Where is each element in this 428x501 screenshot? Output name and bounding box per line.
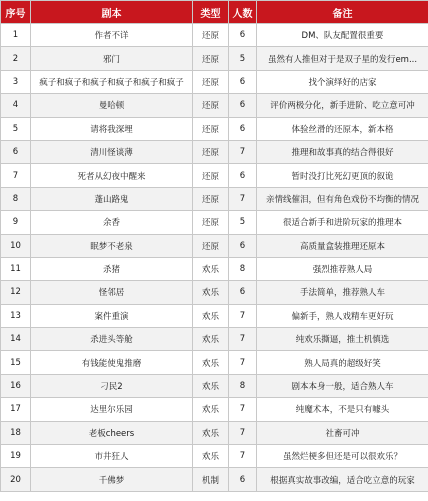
table-row xyxy=(1,328,428,351)
header-row xyxy=(1,1,428,24)
cell-no: 14 xyxy=(1,328,31,351)
table-row xyxy=(1,94,428,117)
table-row xyxy=(1,468,428,491)
cell-script: 作者不详 xyxy=(31,24,193,47)
cell-count: 6 xyxy=(229,281,257,304)
header-script: 剧本 xyxy=(31,1,193,24)
header-count: 人数 xyxy=(229,1,257,24)
cell-note: 强烈推荐熟人局 xyxy=(257,257,428,280)
cell-note: 评价两极分化，新手进阶、吃立意可冲 xyxy=(257,94,428,117)
cell-note: 推理和故事真的结合得很好 xyxy=(257,140,428,163)
table-row xyxy=(1,24,428,47)
cell-no: 15 xyxy=(1,351,31,374)
cell-note: 找个演绎好的店家 xyxy=(257,70,428,93)
cell-note: 熟人局真的超级好笑 xyxy=(257,351,428,374)
cell-type: 还原 xyxy=(193,164,229,187)
cell-count: 8 xyxy=(229,374,257,397)
cell-script: 案件重演 xyxy=(31,304,193,327)
cell-no: 2 xyxy=(1,47,31,70)
cell-script: 死者从幻夜中醒来 xyxy=(31,164,193,187)
cell-script: 杀猪 xyxy=(31,257,193,280)
cell-no: 13 xyxy=(1,304,31,327)
cell-count: 7 xyxy=(229,398,257,421)
table-body xyxy=(1,24,428,492)
cell-script: 怪邻居 xyxy=(31,281,193,304)
cell-no: 4 xyxy=(1,94,31,117)
cell-type: 还原 xyxy=(193,47,229,70)
cell-type: 欢乐 xyxy=(193,421,229,444)
cell-type: 还原 xyxy=(193,140,229,163)
cell-count: 6 xyxy=(229,94,257,117)
table-row xyxy=(1,117,428,140)
cell-no: 19 xyxy=(1,445,31,468)
header-note: 备注 xyxy=(257,1,428,24)
cell-type: 还原 xyxy=(193,24,229,47)
cell-type: 欢乐 xyxy=(193,257,229,280)
cell-script: 眠梦不老泉 xyxy=(31,234,193,257)
table-header xyxy=(1,1,428,24)
cell-type: 还原 xyxy=(193,234,229,257)
cell-no: 3 xyxy=(1,70,31,93)
table-row xyxy=(1,187,428,210)
table-row xyxy=(1,234,428,257)
cell-note: DM、队友配置很重要 xyxy=(257,24,428,47)
cell-script: 清川怪谈薄 xyxy=(31,140,193,163)
cell-count: 7 xyxy=(229,304,257,327)
table-row xyxy=(1,304,428,327)
cell-type: 欢乐 xyxy=(193,328,229,351)
cell-count: 7 xyxy=(229,328,257,351)
cell-count: 5 xyxy=(229,211,257,234)
cell-type: 欢乐 xyxy=(193,351,229,374)
table-row xyxy=(1,140,428,163)
cell-script: 曼哈顿 xyxy=(31,94,193,117)
cell-script: 千佛梦 xyxy=(31,468,193,491)
cell-script: 疯子和疯子和疯子和疯子和疯子和疯子 xyxy=(31,70,193,93)
table-row xyxy=(1,351,428,374)
cell-count: 7 xyxy=(229,445,257,468)
table-row xyxy=(1,70,428,93)
cell-type: 欢乐 xyxy=(193,445,229,468)
table-row xyxy=(1,398,428,421)
cell-note: 偏新手，熟人戏精车更好玩 xyxy=(257,304,428,327)
cell-no: 20 xyxy=(1,468,31,491)
cell-script: 市井狂人 xyxy=(31,445,193,468)
cell-type: 欢乐 xyxy=(193,281,229,304)
cell-no: 8 xyxy=(1,187,31,210)
cell-note: 虽然有人推但对于是双子星的发行em... xyxy=(257,47,428,70)
table-row xyxy=(1,257,428,280)
table-row xyxy=(1,211,428,234)
cell-note: 剧本本身一般，适合熟人车 xyxy=(257,374,428,397)
cell-count: 7 xyxy=(229,140,257,163)
cell-no: 7 xyxy=(1,164,31,187)
cell-no: 6 xyxy=(1,140,31,163)
cell-count: 6 xyxy=(229,234,257,257)
cell-script: 有钱能使鬼推磨 xyxy=(31,351,193,374)
cell-note: 纯魔术本，不是只有噱头 xyxy=(257,398,428,421)
cell-count: 6 xyxy=(229,468,257,491)
cell-script: 余香 xyxy=(31,211,193,234)
cell-type: 还原 xyxy=(193,211,229,234)
header-type: 类型 xyxy=(193,1,229,24)
cell-no: 16 xyxy=(1,374,31,397)
cell-note: 暂时没打比死幻更顶的叙诡 xyxy=(257,164,428,187)
table-row xyxy=(1,281,428,304)
cell-no: 9 xyxy=(1,211,31,234)
cell-script: 请将我深埋 xyxy=(31,117,193,140)
cell-no: 10 xyxy=(1,234,31,257)
cell-script: 蓬山路鬼 xyxy=(31,187,193,210)
cell-note: 高质量盒装推理还原本 xyxy=(257,234,428,257)
cell-note: 根据真实故事改编，适合吃立意的玩家 xyxy=(257,468,428,491)
table-row xyxy=(1,421,428,444)
cell-script: 邪门 xyxy=(31,47,193,70)
cell-count: 5 xyxy=(229,47,257,70)
cell-note: 纯欢乐撕逼，推土机慎选 xyxy=(257,328,428,351)
cell-no: 18 xyxy=(1,421,31,444)
table-row xyxy=(1,47,428,70)
cell-type: 还原 xyxy=(193,94,229,117)
cell-no: 17 xyxy=(1,398,31,421)
cell-note: 虽然烂梗多但还是可以很欢乐？ xyxy=(257,445,428,468)
cell-type: 还原 xyxy=(193,187,229,210)
cell-note: 手法简单，推荐熟人车 xyxy=(257,281,428,304)
cell-count: 7 xyxy=(229,351,257,374)
cell-type: 机制 xyxy=(193,468,229,491)
cell-count: 7 xyxy=(229,421,257,444)
cell-type: 还原 xyxy=(193,117,229,140)
cell-note: 亲情线催泪，但有角色戏份不均衡的情况 xyxy=(257,187,428,210)
cell-type: 欢乐 xyxy=(193,374,229,397)
cell-script: 杀进头等舱 xyxy=(31,328,193,351)
cell-type: 欢乐 xyxy=(193,398,229,421)
table-row xyxy=(1,374,428,397)
cell-script: 刁民2 xyxy=(31,374,193,397)
cell-count: 7 xyxy=(229,187,257,210)
cell-count: 6 xyxy=(229,70,257,93)
cell-type: 还原 xyxy=(193,70,229,93)
cell-no: 5 xyxy=(1,117,31,140)
cell-note: 社畜可冲 xyxy=(257,421,428,444)
cell-no: 11 xyxy=(1,257,31,280)
cell-note: 很适合新手和进阶玩家的推理本 xyxy=(257,211,428,234)
cell-count: 6 xyxy=(229,117,257,140)
cell-script: 老板cheers xyxy=(31,421,193,444)
table-row xyxy=(1,164,428,187)
cell-count: 6 xyxy=(229,164,257,187)
cell-count: 6 xyxy=(229,24,257,47)
cell-count: 8 xyxy=(229,257,257,280)
cell-type: 欢乐 xyxy=(193,304,229,327)
cell-no: 1 xyxy=(1,24,31,47)
header-no: 序号 xyxy=(1,1,31,24)
cell-script: 达里尔乐园 xyxy=(31,398,193,421)
cell-no: 12 xyxy=(1,281,31,304)
cell-note: 体验丝滑的还原本，新本格 xyxy=(257,117,428,140)
table-row xyxy=(1,445,428,468)
